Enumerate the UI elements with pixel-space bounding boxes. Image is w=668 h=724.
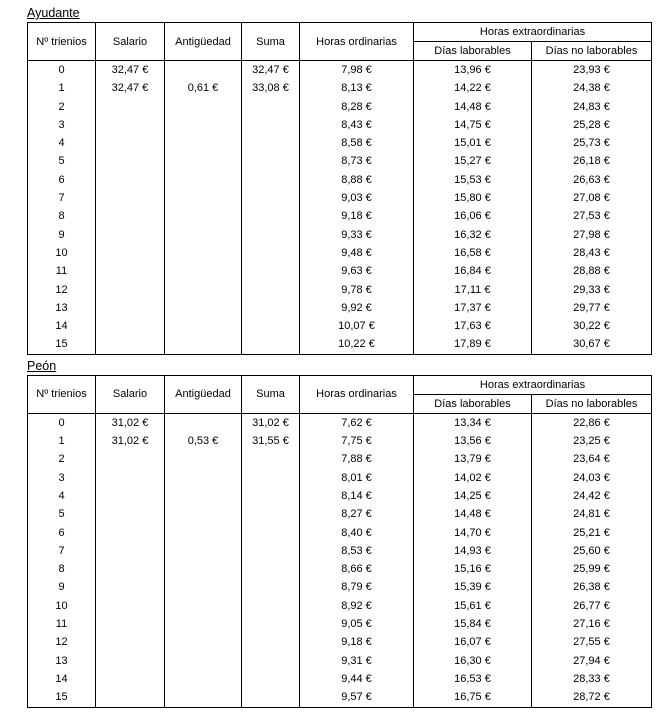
table-cell: 16,07 € — [414, 633, 532, 651]
table-cell: 14,93 € — [414, 542, 532, 560]
table-cell: 31,02 € — [242, 413, 300, 432]
table-cell — [165, 487, 242, 505]
table-cell: 7,62 € — [300, 413, 414, 432]
section-title-ayudante: Ayudante — [27, 6, 80, 20]
ayudante-table-body — [28, 61, 652, 355]
table-cell: 24,03 € — [532, 469, 652, 487]
table-cell: 3 — [28, 116, 96, 134]
table-cell: 15,61 € — [414, 597, 532, 615]
table-cell: 10,22 € — [300, 335, 414, 354]
table-cell: 7,75 € — [300, 432, 414, 450]
table-cell: 9 — [28, 226, 96, 244]
table-cell — [96, 171, 165, 189]
table-cell — [242, 597, 300, 615]
table-row — [28, 317, 652, 335]
table-row — [28, 189, 652, 207]
table-cell — [96, 98, 165, 116]
table-cell — [96, 134, 165, 152]
peon-table-body — [28, 413, 652, 707]
table-cell — [96, 281, 165, 299]
table-row — [28, 226, 652, 244]
table-cell — [96, 633, 165, 651]
table-cell: 9,48 € — [300, 244, 414, 262]
table-cell: 15,84 € — [414, 615, 532, 633]
table-cell — [242, 578, 300, 596]
table-cell — [96, 116, 165, 134]
table-cell: 15,39 € — [414, 578, 532, 596]
table-cell — [165, 597, 242, 615]
table-cell — [165, 560, 242, 578]
table-cell — [242, 670, 300, 688]
table-cell — [242, 244, 300, 262]
table-cell: 31,02 € — [96, 432, 165, 450]
table-cell: 17,37 € — [414, 299, 532, 317]
table-cell: 8,14 € — [300, 487, 414, 505]
table-cell — [165, 189, 242, 207]
table-cell — [165, 413, 242, 432]
table-row — [28, 134, 652, 152]
table-cell: 8,79 € — [300, 578, 414, 596]
table-cell: 24,38 € — [532, 79, 652, 97]
table-cell: 8,40 € — [300, 524, 414, 542]
section-title-peon: Peón — [27, 358, 57, 373]
table-cell: 27,98 € — [532, 226, 652, 244]
table-cell — [165, 578, 242, 596]
table-cell: 27,55 € — [532, 633, 652, 651]
table-cell — [165, 542, 242, 560]
table-cell — [165, 61, 242, 80]
table-row — [28, 670, 652, 688]
table-cell: 9,92 € — [300, 299, 414, 317]
table-cell: 9,31 € — [300, 652, 414, 670]
table-cell — [165, 98, 242, 116]
table-cell: 16,06 € — [414, 207, 532, 225]
table-cell: 22,86 € — [532, 413, 652, 432]
table-cell: 26,38 € — [532, 578, 652, 596]
peon-table-header — [28, 375, 652, 413]
table-cell — [165, 262, 242, 280]
table-cell: 13,34 € — [414, 413, 532, 432]
col-header-horas-ordinarias: Horas ordinarias — [300, 375, 414, 413]
table-cell — [165, 505, 242, 523]
table-cell: 15,16 € — [414, 560, 532, 578]
table-cell: 23,25 € — [532, 432, 652, 450]
table-cell: 14,75 € — [414, 116, 532, 134]
table-cell — [242, 262, 300, 280]
table-cell: 17,11 € — [414, 281, 532, 299]
table-cell: 4 — [28, 487, 96, 505]
table-cell: 14,02 € — [414, 469, 532, 487]
table-cell: 27,94 € — [532, 652, 652, 670]
col-header-trienios: Nº trienios — [28, 375, 96, 413]
table-row — [28, 487, 652, 505]
table-row — [28, 432, 652, 450]
table-cell — [242, 299, 300, 317]
table-cell: 0,53 € — [165, 432, 242, 450]
table-cell: 3 — [28, 469, 96, 487]
table-cell: 31,55 € — [242, 432, 300, 450]
table-cell: 8,88 € — [300, 171, 414, 189]
table-row — [28, 524, 652, 542]
table-cell: 9,03 € — [300, 189, 414, 207]
table-cell: 2 — [28, 450, 96, 468]
table-cell: 0 — [28, 61, 96, 80]
table-cell — [242, 134, 300, 152]
table-cell — [96, 152, 165, 170]
table-cell — [96, 487, 165, 505]
table-cell: 9,57 € — [300, 688, 414, 707]
table-cell: 28,88 € — [532, 262, 652, 280]
table-cell: 13,96 € — [414, 61, 532, 80]
table-cell: 15 — [28, 688, 96, 707]
table-cell: 5 — [28, 505, 96, 523]
col-header-dias-no-laborables: Días no laborables — [532, 42, 652, 61]
table-cell: 24,83 € — [532, 98, 652, 116]
table-cell: 32,47 € — [242, 61, 300, 80]
col-header-horas-extraordinarias: Horas extraordinarias — [414, 375, 652, 394]
table-cell: 15,53 € — [414, 171, 532, 189]
table-row — [28, 615, 652, 633]
table-cell — [96, 652, 165, 670]
peon-wage-table — [27, 375, 652, 708]
table-cell: 26,18 € — [532, 152, 652, 170]
table-row — [28, 633, 652, 651]
table-cell: 8 — [28, 207, 96, 225]
header-row-top — [28, 23, 652, 42]
table-row — [28, 262, 652, 280]
table-cell: 25,21 € — [532, 524, 652, 542]
table-cell: 9,63 € — [300, 262, 414, 280]
table-cell: 12 — [28, 281, 96, 299]
table-cell: 4 — [28, 134, 96, 152]
table-row — [28, 560, 652, 578]
header-row-top — [28, 375, 652, 394]
table-cell — [242, 189, 300, 207]
col-header-dias-no-laborables: Días no laborables — [532, 394, 652, 413]
table-cell — [165, 615, 242, 633]
table-cell — [165, 652, 242, 670]
table-cell: 12 — [28, 633, 96, 651]
table-cell: 14,70 € — [414, 524, 532, 542]
table-cell — [96, 335, 165, 354]
table-row — [28, 469, 652, 487]
col-header-trienios: Nº trienios — [28, 23, 96, 61]
table-row — [28, 98, 652, 116]
table-cell — [242, 633, 300, 651]
table-cell — [165, 670, 242, 688]
table-cell: 8,92 € — [300, 597, 414, 615]
table-cell: 27,53 € — [532, 207, 652, 225]
table-cell — [96, 670, 165, 688]
table-row — [28, 61, 652, 80]
section-ayudante — [27, 6, 654, 355]
table-cell: 9,44 € — [300, 670, 414, 688]
table-cell: 26,77 € — [532, 597, 652, 615]
table-cell: 0 — [28, 413, 96, 432]
table-cell — [242, 116, 300, 134]
table-cell: 10 — [28, 597, 96, 615]
table-cell — [242, 542, 300, 560]
col-header-dias-laborables: Días laborables — [414, 394, 532, 413]
table-cell: 25,99 € — [532, 560, 652, 578]
table-cell: 16,75 € — [414, 688, 532, 707]
table-cell — [165, 524, 242, 542]
ayudante-wage-table — [27, 22, 652, 355]
table-cell: 13 — [28, 299, 96, 317]
table-cell — [165, 207, 242, 225]
table-cell — [242, 171, 300, 189]
table-cell — [165, 317, 242, 335]
table-cell: 32,47 € — [96, 79, 165, 97]
table-cell — [96, 524, 165, 542]
table-cell — [165, 688, 242, 707]
table-cell: 14,22 € — [414, 79, 532, 97]
table-cell — [96, 299, 165, 317]
col-header-dias-laborables: Días laborables — [414, 42, 532, 61]
table-cell — [165, 116, 242, 134]
table-row — [28, 542, 652, 560]
table-cell — [242, 560, 300, 578]
table-cell — [242, 98, 300, 116]
table-cell: 6 — [28, 171, 96, 189]
table-cell: 28,72 € — [532, 688, 652, 707]
table-cell — [96, 542, 165, 560]
table-cell: 10,07 € — [300, 317, 414, 335]
table-cell: 2 — [28, 98, 96, 116]
table-cell: 15,27 € — [414, 152, 532, 170]
table-row — [28, 299, 652, 317]
table-cell: 29,77 € — [532, 299, 652, 317]
table-row — [28, 597, 652, 615]
table-cell: 10 — [28, 244, 96, 262]
table-row — [28, 171, 652, 189]
table-cell: 7 — [28, 189, 96, 207]
table-cell: 7,88 € — [300, 450, 414, 468]
table-cell: 7 — [28, 542, 96, 560]
table-row — [28, 79, 652, 97]
table-cell — [96, 597, 165, 615]
table-row — [28, 116, 652, 134]
table-cell — [242, 207, 300, 225]
table-row — [28, 207, 652, 225]
col-header-antiguedad: Antigüedad — [165, 23, 242, 61]
table-cell: 11 — [28, 615, 96, 633]
col-header-suma: Suma — [242, 23, 300, 61]
table-cell: 9,18 € — [300, 207, 414, 225]
table-cell: 33,08 € — [242, 79, 300, 97]
table-cell: 15 — [28, 335, 96, 354]
table-cell: 16,32 € — [414, 226, 532, 244]
table-cell — [242, 335, 300, 354]
table-cell: 16,58 € — [414, 244, 532, 262]
table-cell: 16,84 € — [414, 262, 532, 280]
table-cell: 23,64 € — [532, 450, 652, 468]
table-row — [28, 413, 652, 432]
table-cell: 28,33 € — [532, 670, 652, 688]
table-cell: 27,08 € — [532, 189, 652, 207]
table-cell: 1 — [28, 79, 96, 97]
table-cell — [96, 578, 165, 596]
table-cell: 8,66 € — [300, 560, 414, 578]
table-cell — [96, 688, 165, 707]
table-row — [28, 335, 652, 354]
table-cell: 29,33 € — [532, 281, 652, 299]
table-cell: 8,58 € — [300, 134, 414, 152]
table-cell: 31,02 € — [96, 413, 165, 432]
table-cell: 11 — [28, 262, 96, 280]
table-row — [28, 244, 652, 262]
table-cell: 14,25 € — [414, 487, 532, 505]
ayudante-table-header — [28, 23, 652, 61]
table-cell: 14,48 € — [414, 98, 532, 116]
table-cell: 14,48 € — [414, 505, 532, 523]
table-cell — [242, 317, 300, 335]
table-cell — [165, 244, 242, 262]
table-cell: 8 — [28, 560, 96, 578]
table-cell: 15,80 € — [414, 189, 532, 207]
table-cell: 1 — [28, 432, 96, 450]
table-cell: 8,27 € — [300, 505, 414, 523]
table-row — [28, 505, 652, 523]
table-cell: 17,63 € — [414, 317, 532, 335]
table-cell — [165, 152, 242, 170]
table-cell: 28,43 € — [532, 244, 652, 262]
table-cell: 25,28 € — [532, 116, 652, 134]
table-cell — [96, 207, 165, 225]
col-header-horas-ordinarias: Horas ordinarias — [300, 23, 414, 61]
table-cell — [242, 524, 300, 542]
table-cell — [242, 487, 300, 505]
table-cell: 8,43 € — [300, 116, 414, 134]
table-cell: 13 — [28, 652, 96, 670]
col-header-horas-extraordinarias: Horas extraordinarias — [414, 23, 652, 42]
table-cell — [96, 469, 165, 487]
table-cell: 14 — [28, 670, 96, 688]
table-cell — [242, 505, 300, 523]
table-cell — [96, 226, 165, 244]
table-cell: 0,61 € — [165, 79, 242, 97]
table-cell: 13,79 € — [414, 450, 532, 468]
table-cell: 24,81 € — [532, 505, 652, 523]
table-cell — [242, 615, 300, 633]
table-cell: 6 — [28, 524, 96, 542]
table-cell — [165, 335, 242, 354]
table-row — [28, 652, 652, 670]
table-cell: 16,30 € — [414, 652, 532, 670]
table-cell: 30,67 € — [532, 335, 652, 354]
table-cell: 14 — [28, 317, 96, 335]
table-cell: 8,13 € — [300, 79, 414, 97]
col-header-antiguedad: Antigüedad — [165, 375, 242, 413]
table-cell: 8,53 € — [300, 542, 414, 560]
table-cell — [242, 281, 300, 299]
table-cell — [242, 652, 300, 670]
table-cell: 8,28 € — [300, 98, 414, 116]
table-cell — [165, 134, 242, 152]
table-cell: 27,16 € — [532, 615, 652, 633]
table-cell — [165, 633, 242, 651]
table-row — [28, 281, 652, 299]
col-header-salario: Salario — [96, 375, 165, 413]
table-cell — [165, 299, 242, 317]
table-cell: 9,18 € — [300, 633, 414, 651]
table-cell — [96, 615, 165, 633]
table-cell — [96, 262, 165, 280]
table-cell — [242, 688, 300, 707]
table-cell — [96, 244, 165, 262]
table-row — [28, 688, 652, 707]
table-cell: 32,47 € — [96, 61, 165, 80]
table-cell: 9,33 € — [300, 226, 414, 244]
table-row — [28, 152, 652, 170]
table-cell: 8,01 € — [300, 469, 414, 487]
table-cell: 23,93 € — [532, 61, 652, 80]
table-cell — [242, 450, 300, 468]
table-cell — [96, 189, 165, 207]
table-cell: 25,73 € — [532, 134, 652, 152]
table-cell — [165, 450, 242, 468]
table-cell — [242, 226, 300, 244]
table-cell — [165, 226, 242, 244]
table-cell — [242, 152, 300, 170]
table-cell: 9 — [28, 578, 96, 596]
table-cell — [96, 317, 165, 335]
table-cell: 16,53 € — [414, 670, 532, 688]
table-cell: 17,89 € — [414, 335, 532, 354]
table-cell — [96, 505, 165, 523]
table-cell: 26,63 € — [532, 171, 652, 189]
table-cell — [165, 171, 242, 189]
table-cell — [96, 560, 165, 578]
table-cell: 24,42 € — [532, 487, 652, 505]
table-cell: 7,98 € — [300, 61, 414, 80]
table-row — [28, 578, 652, 596]
table-cell: 8,73 € — [300, 152, 414, 170]
table-cell: 15,01 € — [414, 134, 532, 152]
section-peon — [27, 359, 654, 708]
table-cell: 13,56 € — [414, 432, 532, 450]
table-cell: 25,60 € — [532, 542, 652, 560]
table-cell — [96, 450, 165, 468]
table-cell — [242, 469, 300, 487]
table-row — [28, 450, 652, 468]
table-cell: 9,78 € — [300, 281, 414, 299]
table-cell — [165, 281, 242, 299]
col-header-salario: Salario — [96, 23, 165, 61]
table-cell: 9,05 € — [300, 615, 414, 633]
col-header-suma: Suma — [242, 375, 300, 413]
table-cell: 5 — [28, 152, 96, 170]
table-cell: 30,22 € — [532, 317, 652, 335]
table-cell — [165, 469, 242, 487]
